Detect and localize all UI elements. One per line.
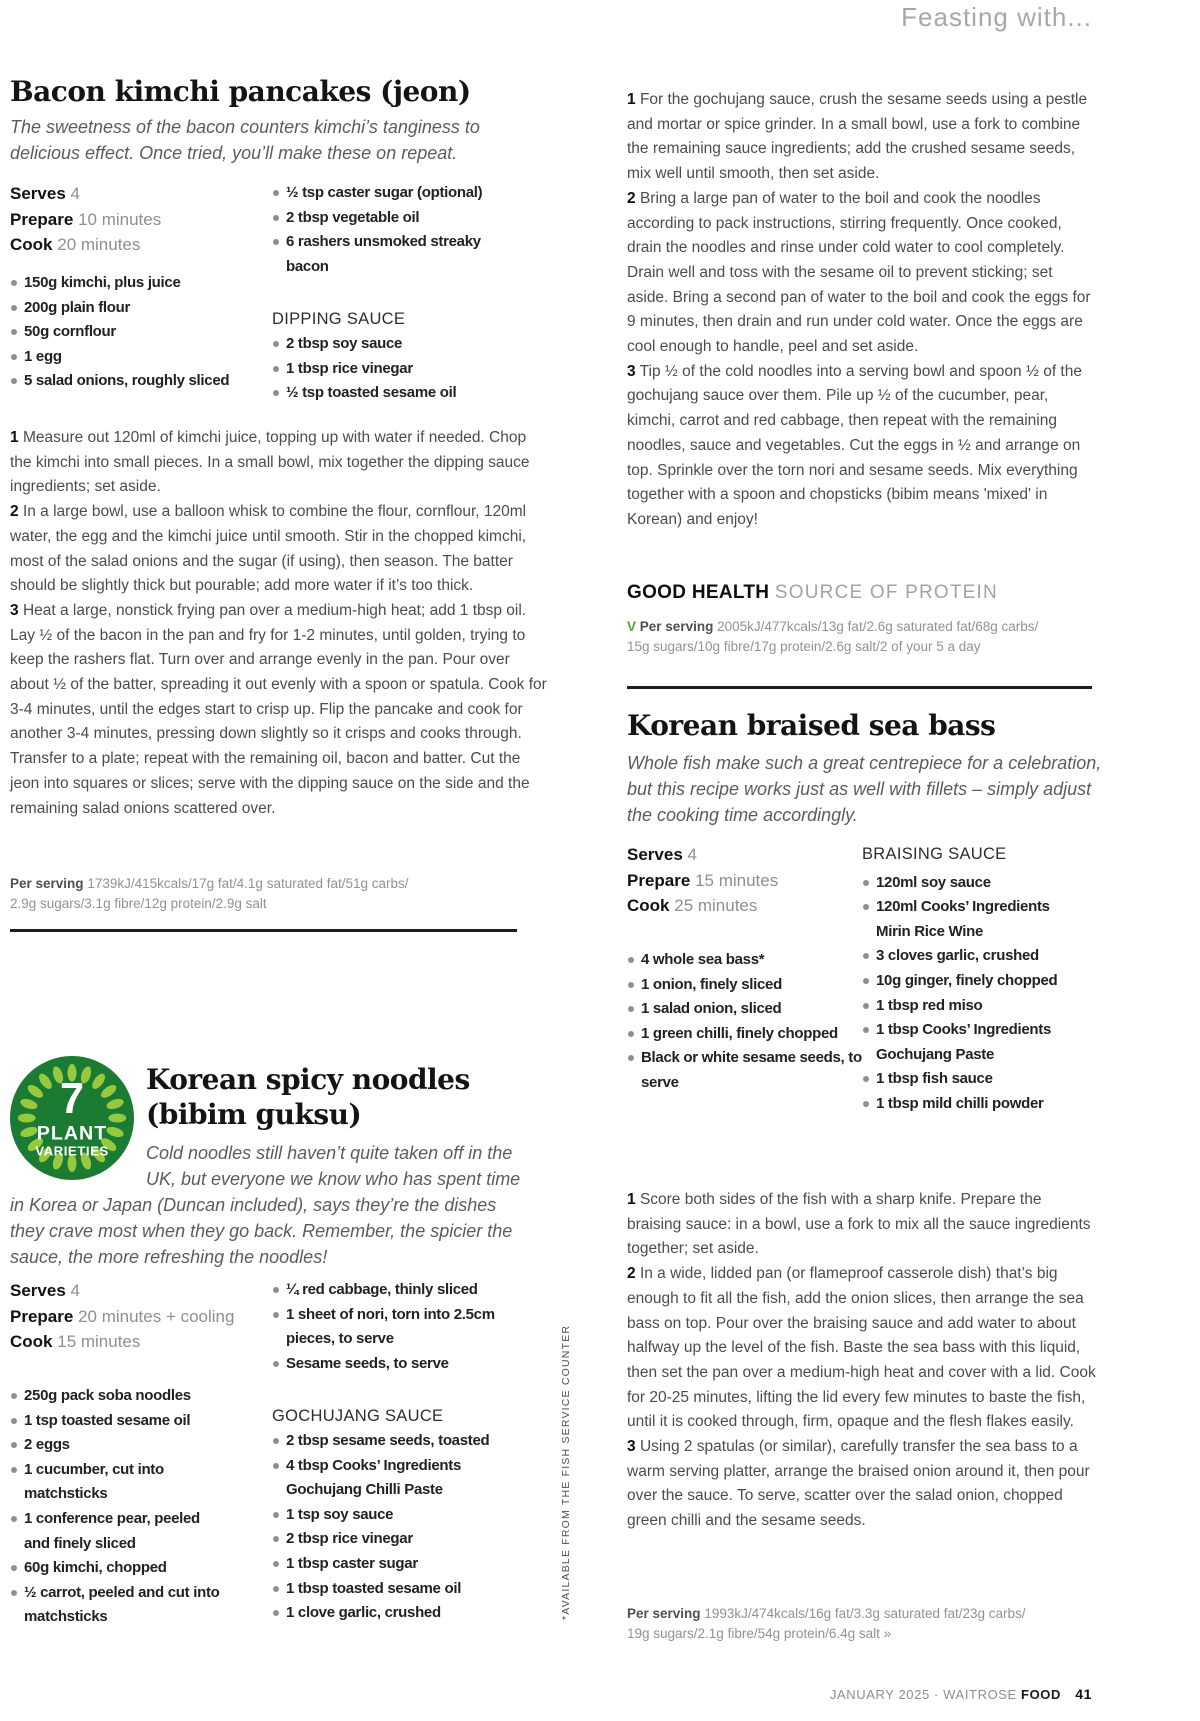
recipe-step <box>627 187 1097 360</box>
ingredient-col2-seabass <box>862 842 1072 1117</box>
ingredient-item <box>10 320 255 345</box>
ingredient-item <box>272 1577 524 1602</box>
ingredient-list-dipping-sauce <box>272 332 524 406</box>
title-line2: (bibim guksu) <box>146 1098 362 1131</box>
ingredient-item <box>862 944 1072 969</box>
ingredient-item <box>272 1352 524 1377</box>
recipe-title-seabass: Korean braised sea bass <box>627 709 996 742</box>
nutrition-noodles <box>627 617 1097 657</box>
ingredient-item <box>272 1552 524 1577</box>
step-number: 1 <box>627 1191 636 1208</box>
step-number: 3 <box>10 601 19 619</box>
recipe-step <box>627 1188 1097 1262</box>
ingredient-text: 3 cloves garlic, crushed <box>876 947 1039 965</box>
ingredient-col2-noodles <box>272 1278 524 1626</box>
footer-date: JANUARY 2025 <box>829 1687 930 1702</box>
badge-number: 7 <box>59 1075 85 1124</box>
ingredient-text: 1 tbsp red miso <box>876 996 983 1014</box>
step-text: Tip ½ of the cold noodles into a serving bowl and spoon ½ of the gochujang sauce over them. Pile up ½ of the cucumber, pear, kimchi, carrot and red cabbage, then repeat with the remaining noodles, sauce and vegetables. Cut the eggs in ½ and arrange on top. Sprinkle over the torn nori and sesame seeds. Mix everything together with a spoon and chopsticks (bibim means 'mixed' in Korean) and enjoy! <box>627 362 1082 528</box>
step-number: 2 <box>627 189 636 207</box>
ingredient-text: 1 sheet of nori, torn into 2.5cm pieces, to serve <box>286 1305 495 1348</box>
ingredient-text: 50g cornflour <box>24 323 116 341</box>
ingredient-item <box>272 1303 524 1352</box>
ingredient-text: 1 tbsp mild chilli powder <box>876 1094 1044 1112</box>
title-line1: Korean spicy noodles <box>146 1063 470 1096</box>
ingredient-text: 4 tbsp Cooks’ Ingredients Gochujang Chilli Paste <box>286 1456 462 1499</box>
recipe-intro-noodles-part2: in Korea or Japan (Duncan included), says they’re the dishes they crave most when they go back. Remember, the spicier the sauce, the more refreshing the noodles! <box>10 1195 513 1267</box>
ingredient-item <box>10 1433 225 1458</box>
ingredient-list-noodles-col1 <box>10 1384 225 1630</box>
ingredient-list-jeon-col2 <box>272 181 524 279</box>
method-steps-noodles <box>627 88 1097 533</box>
step-text: Score both sides of the fish with a sharp knife. Prepare the braising sauce: in a bowl, use a fork to mix all the sauce ingredients together; set aside. <box>627 1191 1091 1258</box>
plant-varieties-badge <box>8 1054 136 1182</box>
ingredient-text: 1 tbsp fish sauce <box>876 1070 993 1088</box>
ingredient-text: 1 clove garlic, crushed <box>286 1604 441 1622</box>
ingredient-text: 2 eggs <box>24 1436 70 1454</box>
ingredient-item <box>862 994 1072 1019</box>
step-number: 1 <box>10 429 19 446</box>
good-health-label: GOOD HEALTH <box>627 582 770 603</box>
ingredient-text: 4 whole sea bass* <box>641 951 765 968</box>
step-text: Using 2 spatulas (or similar), carefully transfer the sea bass to a warm serving platter, arrange the braised onion around it, then pour over the sauce. To serve, scatter over the salad onion, chopped green chilli and the sesame seeds. <box>627 1438 1090 1530</box>
ingredient-item <box>272 357 524 382</box>
ingredient-text: 60g kimchi, chopped <box>24 1559 167 1577</box>
meta-value: 4 <box>70 1281 80 1300</box>
meta-row <box>627 868 857 894</box>
ingredient-item <box>862 871 1072 896</box>
recipe-step <box>627 360 1097 533</box>
ingredient-item <box>272 181 524 206</box>
meta-label: Serves <box>10 1281 66 1300</box>
recipe-meta-seabass <box>627 842 857 919</box>
meta-value: 15 minutes <box>57 1332 141 1351</box>
meta-label: Prepare <box>10 1306 74 1326</box>
recipe-intro-jeon: The sweetness of the bacon counters kimchi’s tanginess to delicious effect. Once tried, you’ll make these on repeat. <box>10 117 480 163</box>
nutrition-seabass <box>627 1604 1097 1644</box>
nutrition-line2: 2.9g sugars/3.1g fibre/12g protein/2.9g salt <box>10 896 267 911</box>
ingredient-item <box>272 230 524 279</box>
meta-row <box>10 1304 265 1330</box>
ingredient-text: 1 tbsp caster sugar <box>286 1554 418 1572</box>
ingredient-item <box>10 369 255 394</box>
method-steps-jeon <box>10 426 550 821</box>
step-text: In a wide, lidded pan (or flameproof casserole dish) that’s big enough to fit all the fish, add the onion slices, then arrange the sea bass on top. Pour over the braising sauce and add water to about halfway up the level of the fish. Baste the sea bass with this liquid, then set the pan over a medium-high heat and cover with a lid. Cook for 20-25 minutes, lifting the lid every few minutes to baste the fish, until it is cooked through, firm, opaque and the flesh flakes easily. <box>627 1265 1096 1431</box>
ingredient-text: 6 rashers unsmoked streaky bacon <box>286 233 481 275</box>
ingredient-text: 1 tbsp Cooks’ Ingredients Gochujang Paste <box>876 1021 1052 1063</box>
meta-row <box>627 893 857 919</box>
ingredient-item <box>627 973 867 998</box>
ingredient-list-seabass <box>627 948 867 1096</box>
ingredient-item <box>627 1022 867 1047</box>
recipe-meta-noodles <box>10 1278 265 1355</box>
meta-value: 4 <box>70 184 80 203</box>
ingredient-item <box>862 969 1072 994</box>
ingredient-item <box>272 1278 524 1303</box>
recipe-step <box>10 500 550 599</box>
ingredient-text: 10g ginger, finely chopped <box>876 971 1058 989</box>
recipe-step <box>627 1262 1097 1435</box>
ingredient-text: 250g pack soba noodles <box>24 1387 191 1404</box>
ingredient-item <box>10 1556 225 1581</box>
meta-row <box>10 181 260 207</box>
ingredient-text: 2 tbsp vegetable oil <box>286 208 420 226</box>
meta-label: Cook <box>10 1332 53 1351</box>
meta-row <box>627 842 857 868</box>
ingredient-item <box>862 1018 1072 1067</box>
vegetarian-flag: V <box>627 619 637 634</box>
step-text: In a large bowl, use a balloon whisk to combine the flour, cornflour, 120ml water, the egg and the kimchi juice until smooth. Stir in the chopped kimchi, most of the salad onions and the sugar (if using), then season. The batter should be slightly thick but pourable; add more water if it’s too thick. <box>10 503 527 595</box>
ingredient-text: 150g kimchi, plus juice <box>24 274 181 291</box>
ingredient-text: 120ml Cooks’ Ingredients Mirin Rice Wine <box>876 898 1050 940</box>
page-footer <box>830 1686 1092 1702</box>
recipe-meta-jeon <box>10 181 260 258</box>
ingredient-item <box>272 1601 524 1626</box>
meta-value: 4 <box>687 845 697 864</box>
ingredient-text: 1 cucumber, cut into matchsticks <box>24 1460 164 1503</box>
meta-row <box>10 207 260 233</box>
ingredient-item <box>10 1409 225 1434</box>
meta-label: Serves <box>627 845 683 864</box>
good-health-banner <box>627 582 1097 604</box>
meta-row <box>10 232 260 258</box>
meta-label: Serves <box>10 184 66 203</box>
ingredient-item <box>862 895 1072 944</box>
footer-magazine: WAITROSE <box>943 1687 1017 1702</box>
ingredient-text: 2 tbsp rice vinegar <box>286 1530 413 1548</box>
nutrition-line1: Per serving 1739kJ/415kcals/17g fat/4.1g saturated fat/51g carbs/ <box>10 876 409 891</box>
ingredient-list-gochujang-sauce <box>272 1429 524 1626</box>
plant-varieties-badge-icon <box>8 1054 136 1182</box>
ingredient-text: 1 tbsp rice vinegar <box>286 359 413 377</box>
section-divider <box>10 929 517 932</box>
ingredient-text: 5 salad onions, roughly sliced <box>24 372 230 390</box>
recipe-title-noodles <box>146 1062 536 1132</box>
ingredient-text: ½ tsp caster sugar (optional) <box>286 184 483 201</box>
ingredient-text: Sesame seeds, to serve <box>286 1354 449 1372</box>
ingredient-text: ½ tsp toasted sesame oil <box>286 384 457 402</box>
ingredient-text: 1 green chilli, finely chopped <box>641 1024 838 1042</box>
ingredient-item <box>627 1046 867 1095</box>
meta-label: Prepare <box>10 209 74 229</box>
section-header: Feasting with... <box>901 2 1092 32</box>
recipe-step <box>10 599 550 821</box>
ingredient-item <box>272 1454 524 1503</box>
ingredient-text: 1 onion, finely sliced <box>641 975 782 993</box>
ingredient-text: 1 tbsp toasted sesame oil <box>286 1579 462 1597</box>
ingredient-text: 1 tsp toasted sesame oil <box>24 1411 191 1429</box>
meta-label: Prepare <box>627 870 691 890</box>
step-number: 2 <box>10 503 19 521</box>
step-text: Bring a large pan of water to the boil and cook the noodles according to pack instructions, stirring frequently. Once cooked, drain the noodles and rinse under cold water to cool completely. Drain well and toss with the sesame oil to prevent sticking; set aside. Bring a second pan of water to the boil and cook the eggs for 9 minutes, then drain and run under cold water. Once the eggs are cool enough to handle, peel and set aside. <box>627 189 1091 356</box>
ingredient-text: 120ml soy sauce <box>876 873 991 891</box>
ingredient-item <box>10 1507 225 1556</box>
step-number: 1 <box>627 91 636 108</box>
step-text: Measure out 120ml of kimchi juice, topping up with water if needed. Chop the kimchi into small pieces. In a small bowl, mix together the dipping sauce ingredients; set aside. <box>10 429 530 496</box>
badge-line1: PLANT <box>36 1122 108 1145</box>
ingredient-list-braising-sauce <box>862 871 1072 1117</box>
ingredient-item <box>10 345 255 370</box>
ingredient-col2-jeon <box>272 181 524 406</box>
ingredient-item <box>272 1527 524 1552</box>
meta-value: 20 minutes <box>57 235 141 254</box>
recipe-intro-seabass: Whole fish make such a great centrepiece for a celebration, but this recipe works just as well with fillets – simply adjust the cooking time accordingly. <box>627 753 1102 825</box>
subheading-gochujang-sauce: GOCHUJANG SAUCE <box>272 1407 444 1426</box>
recipe-step <box>627 1435 1097 1534</box>
ingredient-text: 200g plain flour <box>24 298 131 316</box>
meta-row <box>10 1278 265 1304</box>
ingredient-item <box>272 332 524 357</box>
ingredient-text: Black or white sesame seeds, to serve <box>641 1049 862 1091</box>
ingredient-text: 1 egg <box>24 347 62 365</box>
footer-magazine-bold: FOOD <box>1021 1687 1061 1702</box>
ingredient-item <box>862 1067 1072 1092</box>
nutrition-line2: 19g sugars/2.1g fibre/54g protein/6.4g salt » <box>627 1626 892 1641</box>
ingredient-text: 2 tbsp sesame seeds, toasted <box>286 1431 490 1449</box>
badge-line2: VARIETIES <box>35 1143 109 1159</box>
step-text: Heat a large, nonstick frying pan over a medium-high heat; add 1 tbsp oil. Lay ½ of the bacon in the pan and fry for 1-2 minutes, until golden, trying to keep the rashers flat. Turn over and arrange evenly in the pan. Pour over about ½ of the batter, spreading it out evenly with a spoon or spatula. Cook for 3-4 minutes, until the edges start to crisp up. Flip the pancake and cook for another 3-4 minutes, pressing down slightly so it crisps and cooks through. Transfer to a plate; repeat with the remaining oil, bacon and batter. Cut the jeon into squares or slices; serve with the dipping sauce on the side and the remaining salad onions scattered over. <box>10 601 547 817</box>
recipe-step <box>10 426 550 500</box>
meta-label: Cook <box>627 896 670 915</box>
recipe-intro-noodles-part1: Cold noodles still haven’t quite taken off in the UK, but everyone we know who has spent time <box>146 1143 521 1189</box>
meta-row <box>10 1329 265 1355</box>
step-number: 3 <box>627 1438 636 1456</box>
nutrition-line2: 15g sugars/10g fibre/17g protein/2.6g salt/2 of your 5 a day <box>627 639 981 654</box>
meta-label: Cook <box>10 235 53 254</box>
meta-value: 20 minutes + cooling <box>78 1306 235 1326</box>
ingredient-text: 2 tbsp soy sauce <box>286 334 403 352</box>
page-number: 41 <box>1075 1686 1092 1702</box>
nutrition-label: Per serving <box>639 619 714 634</box>
footer-separator: · <box>934 1687 939 1702</box>
ingredient-text: ¼ red cabbage, thinly sliced <box>286 1281 478 1298</box>
step-number: 2 <box>627 1265 636 1283</box>
ingredient-item <box>10 271 255 296</box>
ingredient-item <box>627 948 867 973</box>
nutrition-jeon <box>10 874 530 914</box>
ingredient-item <box>10 1458 225 1507</box>
ingredient-item <box>627 997 867 1022</box>
good-health-value: SOURCE OF PROTEIN <box>774 582 998 603</box>
ingredient-item <box>272 1429 524 1454</box>
ingredient-item <box>10 296 255 321</box>
meta-value: 25 minutes <box>674 896 758 915</box>
ingredient-text: 1 tsp soy sauce <box>286 1505 394 1523</box>
ingredient-text: ½ carrot, peeled and cut into matchsticks <box>24 1583 220 1626</box>
ingredient-text: 1 salad onion, sliced <box>641 1000 782 1018</box>
ingredient-list-jeon-col1 <box>10 271 255 394</box>
nutrition-line1: Per serving 1993kJ/474kcals/16g fat/3.3g saturated fat/23g carbs/ <box>627 1606 1026 1621</box>
nutrition-label: Per serving <box>10 876 84 891</box>
step-number: 3 <box>627 362 636 380</box>
ingredient-item <box>272 381 524 406</box>
meta-value: 10 minutes <box>78 209 162 229</box>
ingredient-list-noodles-col2 <box>272 1278 524 1376</box>
ingredient-item <box>272 206 524 231</box>
ingredient-item <box>272 1503 524 1528</box>
recipe-title-jeon: Bacon kimchi pancakes (jeon) <box>10 75 471 108</box>
fish-counter-footnote: *AVAILABLE FROM THE FISH SERVICE COUNTER <box>560 1324 572 1620</box>
ingredient-item <box>10 1581 225 1630</box>
recipe-step <box>627 88 1097 187</box>
ingredient-item <box>862 1092 1072 1117</box>
section-divider <box>627 686 1092 689</box>
subheading-dipping-sauce: DIPPING SAUCE <box>272 310 406 329</box>
method-steps-seabass <box>627 1188 1097 1534</box>
step-text: For the gochujang sauce, crush the sesame seeds using a pestle and mortar or spice grinder. In a small bowl, use a fork to combine the remaining sauce ingredients; add the crushed sesame seeds, mix well until smooth, then set aside. <box>627 91 1088 183</box>
ingredient-item <box>10 1384 225 1409</box>
nutrition-line1: V Per serving 2005kJ/477kcals/13g fat/2.6g saturated fat/68g carbs/ <box>627 619 1039 634</box>
ingredient-text: 1 conference pear, peeled and finely sliced <box>24 1509 200 1552</box>
subheading-braising-sauce: BRAISING SAUCE <box>862 845 1007 863</box>
meta-value: 15 minutes <box>695 870 779 890</box>
nutrition-label: Per serving <box>627 1606 701 1621</box>
